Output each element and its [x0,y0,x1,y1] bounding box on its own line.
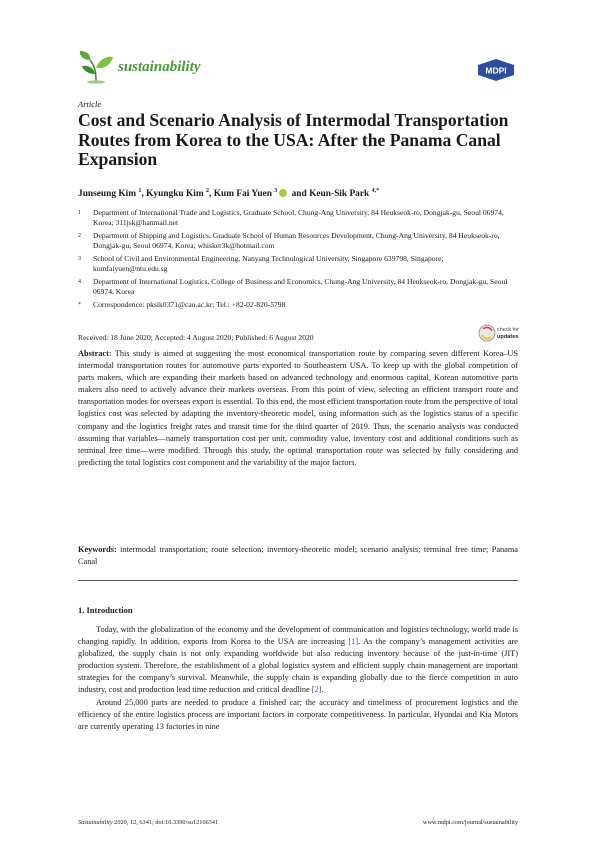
affiliation-text: Department of Shipping and Logistics, Graduate School of Human Resources Development, Chung-Ang University, 84 Heukseok-ro, Dongjak-gu, Seoul 06974, Korea; whisker3k@hotmail.com [93,230,500,251]
affiliation-number: * [78,301,81,308]
check-updates-line2: updates [497,334,519,340]
publication-dates: Received: 18 June 2020; Accepted: 4 August 2020; Published: 6 August 2020 [78,333,314,342]
affiliation-text: Department of International Trade and Logistics, Graduate School, Chung-Ang University, 84 Heukseok-ro, Dongjak-gu, Seoul 06974, Korea; 311jsk@hanmail.net [93,208,504,228]
paragraph-text: . [321,685,324,695]
keywords-text: intermodal transportation; route selection; inventory-theoretic model; scenario analysis; terminal free time; Panama Canal [78,545,518,567]
affiliation-item [78,208,518,229]
mdpi-logo-icon [476,58,516,82]
introduction-body [78,624,518,733]
abstract-label: Abstract: [78,349,112,358]
affiliation-number: 1 [78,210,81,216]
paragraph-text: . As the company’s management activities are globalized, the supply chain is not only expanding worldwide but also reducing inventory because of the just-in-time (JIT) production system. Therefore, the establishment of a global logistics system and efficient supply chain management are important strategies for the company’s survival. Meanwhile, the supply chain is expanding globally due to the fierce competition in auto industry, cost and production lead time reduction and critical deadline [78,637,518,695]
author-list [78,188,379,199]
section-divider [78,580,518,581]
author-affil-mark: 1 [138,188,142,194]
author-affil-mark: 4,* [371,188,380,194]
author-separator: , [209,189,214,200]
affiliation-number: 3 [78,255,81,262]
affiliation-number: 4 [78,278,81,285]
citation-link[interactable]: [1] [348,637,359,647]
author-name: Junseung Kim [78,189,137,200]
keywords-label: Keywords: [78,545,117,554]
mdpi-logo-text: MDPI [485,65,507,76]
article-title: Cost and Scenario Analysis of Intermodal Transportation Routes from Korea to the USA: After the Panama Canal Expansion [78,110,509,169]
check-updates-line1: check for [497,327,519,333]
section-heading: 1. Introduction [78,605,133,615]
footer-url[interactable]: www.mdpi.com/journal/sustainability [422,819,518,826]
affiliation-number: 2 [78,232,81,239]
paragraph [78,624,518,697]
author-affil-mark: 2 [206,188,210,194]
correspondence [78,300,518,310]
author-affil-mark: 3 [274,188,278,194]
affiliation-text: School of Civil and Environmental Engineering, Nanyang Technological University, Singapore 639798, Singapore; kumfaiyuen@ntu.edu.sg [93,253,444,274]
abstract [78,348,518,469]
sustainability-leaf-icon [78,50,114,84]
journal-name: sustainability [118,59,201,75]
affiliation-text: Department of International Logistics, College of Business and Economics, Chung-Ang University, 84 Heukseok-ro, Dongjak-gu, Seoul 06974, Korea [93,276,508,297]
author-name: Kum Fai Yuen [213,189,272,200]
keywords [78,544,518,568]
citation-link[interactable]: [2] [311,685,322,695]
footer-citation-text: 2020, 12, 6341; doi:10.3390/su12166341 [112,819,219,826]
correspondence-text: Correspondence: pksik0371@cau.ac.kr; Tel.: +82-02-820-5798 [93,299,286,309]
footer-citation [78,819,218,826]
affiliation-item [78,254,518,275]
author-separator: , [141,189,147,200]
paragraph-text: Today, with the globalization of the economy and the development of communication and logistics technology, world trade is changing rapidly. In addition, exports from Korea to the USA are increasing [78,625,518,647]
author-name: Kyungku Kim [146,189,204,200]
author-separator: and [289,189,310,200]
journal-header [78,50,518,86]
author-name: Keun-Sik Park [309,189,370,200]
affiliations [78,208,518,313]
paragraph: Around 25,000 parts are needed to produce a finished car; the accuracy and timeliness of procurement logistics and the efficiency of the entire logistics process are important factors in corporate competitiveness. In particular, Hyundai and Kia Motors are currently operating 13 factories in nine [78,697,518,731]
affiliation-item [78,231,518,252]
check-for-updates-badge[interactable] [478,322,520,344]
footer-journal: Sustainability [78,819,113,826]
article-type: Article [78,99,102,109]
orcid-icon[interactable] [279,189,287,197]
abstract-text: This study is aimed at suggesting the most economical transportation route by comparing seven different Korea–US intermodal transportation routes for automotive parts exported to Southeastern USA. To keep up with the global competition of parts makers, which are expanding their markets based on advanced technology and enormous capital, Korean automotive parts makers also need to actively advance their markets overseas. From this point of view, selecting an efficient transport route and transportation modes for overseas export is essential. To this end, the most efficient transportation route from the perspective of total logistics cost was selected by adapting the inventory-theoretic model, using information such as the logistics status of a specific company and the logistics freight rates and transit time for the third quarter of 2019. Thus, the scenario analysis was conducted assuming that variables—namely transportation cost per unit, commodity value, inventory cost and additional conditions such as terminal free time—were modified. Through this study, the optimal transportation route was selected by fully considering and predicting the total logistics cost component and the variability of the major factors. [78,349,518,467]
affiliation-item [78,277,518,298]
